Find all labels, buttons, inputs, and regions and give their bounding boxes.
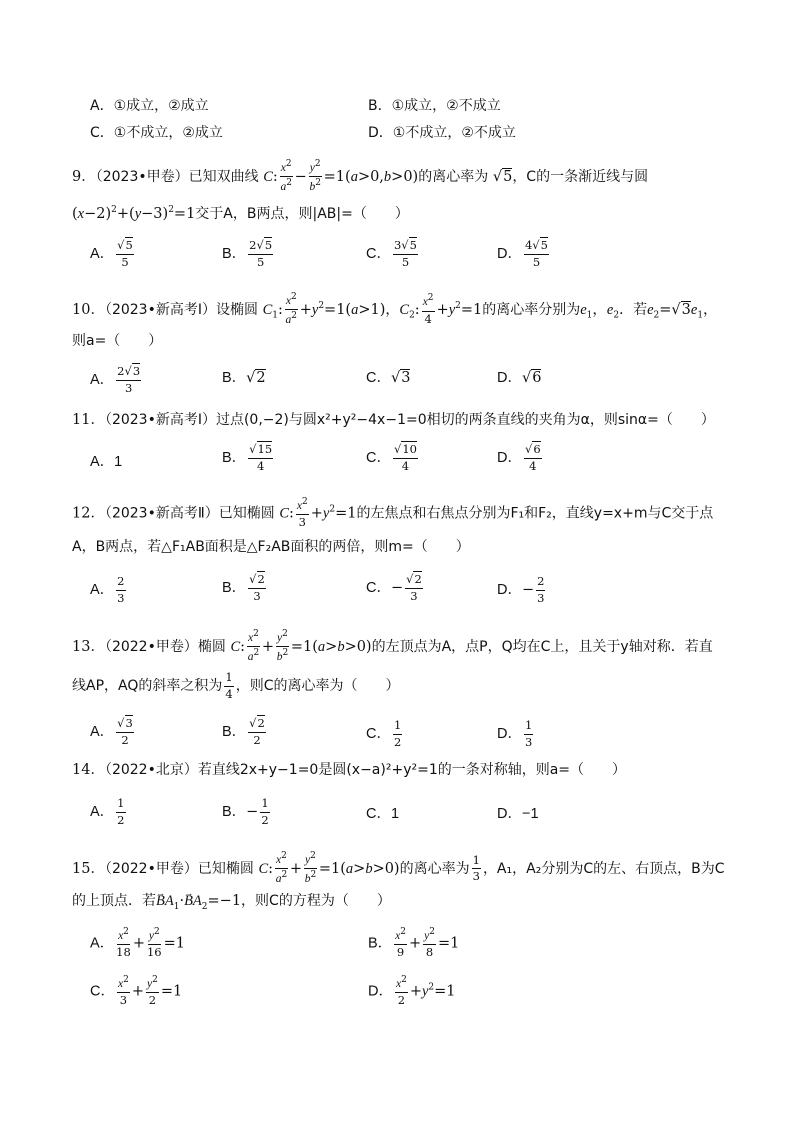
- q9-option-d: D． $\frac{4√5}{5}$: [497, 238, 548, 269]
- q8-option-c: C．①不成立，②成立: [90, 125, 223, 141]
- q11-option-b: B． $\frac{√15}{4}$: [222, 442, 273, 473]
- q10-option-c: C．√3: [366, 370, 411, 386]
- question-number: 10．: [72, 301, 105, 318]
- q10-stem-line2: 则a=（ ）: [72, 333, 163, 349]
- q15-stem-line1: 15．（2022•甲卷）已知椭圆 C: $\frac{x^2}{a^2}$ + $\frac{y^2}{b^2}$ =1(a>b>0)的离心率为 $\frac{1}{3}$ ，A₁，A₂分别为C的左、右顶点，B为C: [72, 851, 725, 886]
- q10-option-b: B．√2: [222, 370, 266, 386]
- q12-stem-line1: 12．（2023•新高考Ⅱ）已知椭圆 C: $\frac{x^2}{3}$ $+y^2=1$的左焦点和右焦点分别为F₁和F₂，直线y=x+m与C交于点: [72, 497, 714, 530]
- question-source: （2023•新高考Ⅰ）: [104, 412, 216, 428]
- q11-option-c: C． $\frac{√10}{4}$: [366, 442, 417, 473]
- question-source: （2022•甲卷）: [104, 860, 198, 877]
- q9-stem-line2: $(x-2)^2+(y-3)^2=1$交于A，B两点，则|AB|=（ ）: [72, 205, 409, 222]
- question-number: 11．: [72, 412, 105, 428]
- q8-option-a: A．①成立，②成立: [90, 98, 209, 114]
- q13-stem-line1: 13．（2022•甲卷）椭圆 C: $\frac{x^2}{a^2}$ + $\frac{y^2}{b^2}$ =1(a>b>0)的左顶点为A，点P，Q均在C上，且关于y轴对称．若直: [72, 629, 713, 664]
- q14-option-b: B．− $\frac{1}{2}$: [222, 796, 269, 827]
- question-number: 14．: [72, 762, 105, 778]
- q13-option-b: B． $\frac{√2}{2}$: [222, 716, 265, 747]
- q14-option-c: C．1: [366, 806, 400, 822]
- question-number: 15．: [72, 860, 105, 877]
- q14-option-a: A． $\frac{1}{2}$: [90, 796, 125, 827]
- q8-option-d: D．①不成立，②不成立: [368, 125, 516, 141]
- q15-option-c: C． $\frac{x^2}{3}$ + $\frac{y^2}{2}$ =1: [90, 975, 183, 1008]
- q12-stem-line2: A，B两点，若△F₁AB面积是△F₂AB面积的两倍，则m=（ ）: [72, 539, 470, 555]
- q13-option-d: D． $\frac{1}{3}$: [497, 718, 533, 749]
- q9-stem-line1: 9．（2023•甲卷）已知双曲线 C: $\frac{x^2}{a^2}$ − $\frac{y^2}{b^2}$ =1(a>0,b>0)的离心率为 √5，C的一条渐近线与圆: [72, 159, 649, 194]
- q15-option-a: A． $\frac{x^2}{18}$ + $\frac{y^2}{16}$ =1: [90, 927, 185, 960]
- question-source: （2023•甲卷）: [95, 168, 189, 185]
- q12-option-c: C．− $\frac{√2}{3}$: [366, 572, 422, 603]
- q15-option-d: D． $\frac{x^2}{2}$ $+y^2=1$: [368, 975, 456, 1008]
- q11-stem: 11．（2023•新高考Ⅰ）过点(0,−2)与圆x²+y²−4x−1=0相切的两条直线的夹角为α，则sinα=（ ）: [72, 412, 715, 428]
- q12-option-a: A． $\frac{2}{3}$: [90, 574, 125, 605]
- q13-stem-line2: 线AP，AQ的斜率之积为 $\frac{1}{4}$ ，则C的离心率为（ ）: [72, 670, 400, 701]
- question-number: 12．: [72, 505, 105, 522]
- q9-option-b: B． $\frac{2√5}{5}$: [222, 238, 273, 269]
- q14-option-d: D．−1: [497, 806, 539, 822]
- q15-stem-line2: 的上顶点．若→ $BA_1\cdot\to BA_2=-1$，则C的方程为（ ）: [72, 891, 391, 917]
- q12-option-d: D．− $\frac{2}{3}$: [497, 574, 545, 605]
- q15-option-b: B． $\frac{x^2}{9}$ + $\frac{y^2}{8}$ =1: [368, 927, 460, 960]
- question-number: 9．: [72, 168, 96, 185]
- q14-stem: 14．（2022•北京）若直线2x+y−1=0是圆(x−a)²+y²=1的一条对称轴，则a=（ ）: [72, 762, 627, 778]
- question-number: 13．: [72, 638, 105, 655]
- q11-option-a: A．1: [90, 454, 123, 470]
- question-source: （2022•北京）: [104, 762, 198, 778]
- q11-option-d: D． $\frac{√6}{4}$: [497, 442, 541, 473]
- q9-option-a: A． $\frac{√5}{5}$: [90, 238, 133, 269]
- question-source: （2023•新高考Ⅰ）: [104, 301, 216, 318]
- q12-option-b: B． $\frac{√2}{3}$: [222, 572, 265, 603]
- q8-option-b: B．①成立，②不成立: [368, 98, 501, 114]
- q10-option-d: D．√6: [497, 370, 542, 386]
- question-source: （2022•甲卷）: [104, 638, 198, 655]
- q13-option-a: A． $\frac{√3}{2}$: [90, 716, 133, 747]
- q10-stem-line1: 10．（2023•新高考Ⅰ）设椭圆 $C_1$: $\frac{x^2}{a^2}$ $+y^2=1(a>1)$，$C_2$: $\frac{x^2}{4}$ $+y^2=1$的离心率分别为$e_1$，$e_2$．若$e_2=√3e_1$，: [72, 292, 718, 327]
- q9-option-c: C． $\frac{3√5}{5}$: [366, 238, 417, 269]
- q10-option-a: A． $\frac{2√3}{3}$: [90, 364, 141, 395]
- q13-option-c: C． $\frac{1}{2}$: [366, 718, 402, 749]
- question-source: （2023•新高考Ⅱ）: [104, 505, 219, 522]
